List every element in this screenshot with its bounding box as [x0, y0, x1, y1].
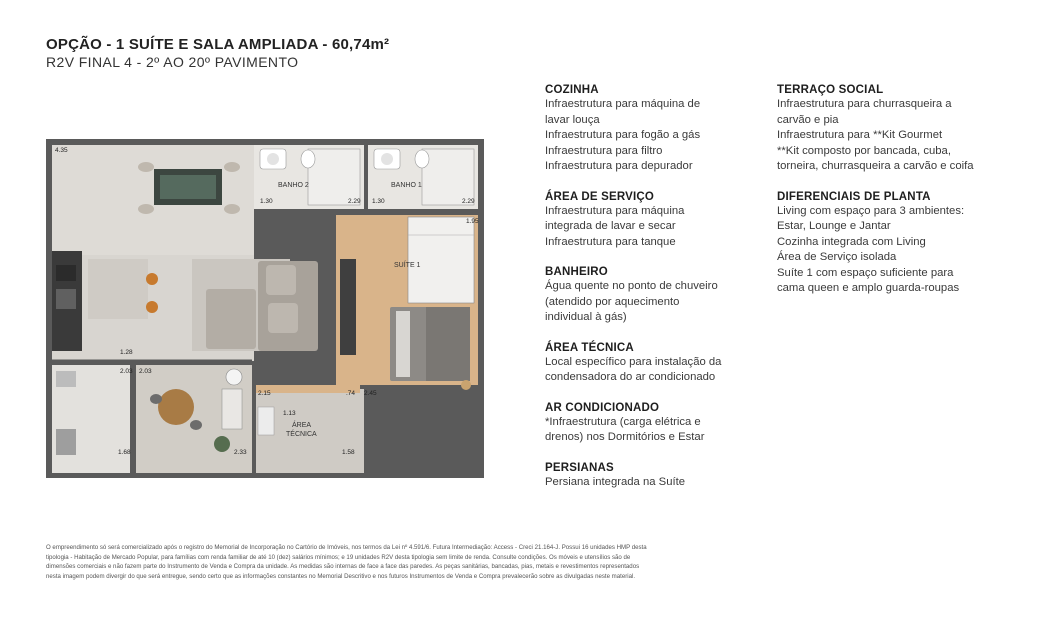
feature-line: Infraestrutura para tanque [545, 235, 676, 248]
feature-line: Área de Serviço isolada [777, 251, 897, 263]
dimension-label: 1.68 [118, 449, 131, 456]
feature-section-ar-condicionado [545, 402, 767, 446]
feature-line: Infraestrutura para **Kit Gourmet [777, 129, 943, 141]
feature-section-area-de-servico [545, 191, 767, 251]
features-column-2 [777, 84, 999, 313]
feature-line: lavar louça [545, 113, 600, 126]
feature-line: (atendido por aquecimento [545, 295, 680, 308]
dimension-label: .74 [346, 390, 356, 397]
feature-line: Infraestrutura para depurador [545, 160, 693, 172]
legal-disclaimer [46, 543, 806, 581]
feature-section-cozinha [545, 84, 767, 175]
page-title: OPÇÃO - 1 SUÍTE E SALA AMPLIADA - 60,74m² [46, 36, 390, 53]
feature-line: torneira, churrasqueira a carvão e coifa [777, 160, 974, 172]
feature-line: Persiana integrada na Suíte [545, 475, 686, 488]
dimension-label: 1.95 [466, 218, 479, 225]
section-heading: DIFERENCIAIS DE PLANTA [777, 190, 931, 203]
dimension-label: 2.29 [348, 198, 361, 205]
room-label-area-tecnica-1: ÁREA [292, 422, 312, 429]
section-heading: BANHEIRO [545, 266, 608, 278]
section-heading: ÁREA TÉCNICA [545, 341, 634, 354]
floor-plan-illustration [46, 139, 484, 478]
feature-section-persianas [545, 462, 767, 491]
feature-line: integrada de lavar e secar [545, 220, 676, 232]
feature-line: *Infraestrutura (carga elétrica e [545, 415, 701, 428]
dimension-label: 1.13 [283, 410, 296, 417]
room-label-area-tecnica-2: TÉCNICA [286, 431, 317, 438]
disclaimer-line: dimensões comerciais e não fazem parte do Instrumento de Venda e Compra da unidade. As medidas são internas de face a face das paredes. As peças sanitárias, bancadas, pias, metais e revestimentos representados [46, 563, 640, 571]
features-column-1 [545, 84, 767, 506]
feature-line: Infraestrutura para máquina de [545, 98, 701, 110]
section-heading: AR CONDICIONADO [545, 401, 660, 414]
disclaimer-line: O empreendimento só será comercializado após o registro do Memorial de Incorporação no Cartório de Imóveis, nos termos da Lei nº 4.591/6. Futura Intermediação: Access - Creci 21.164-J. Possui 16 unidades HMP desta [46, 544, 647, 551]
dimension-label: 1.28 [120, 349, 133, 356]
feature-line: cama queen e amplo guarda-roupas [777, 282, 960, 294]
section-heading: COZINHA [545, 84, 599, 96]
feature-line: Infraestrutura para fogão a gás [545, 129, 701, 141]
feature-line: Cozinha integrada com Living [777, 235, 926, 248]
feature-line: Infraestrutura para churrasqueira a [777, 98, 952, 110]
disclaimer-line: tipologia - Habitação de Mercado Popular, para famílias com renda familiar de até 10 (dez) salários mínimos; e 19 unidades R2V desta tipologia sem limite de renda. Consulte condições. Os móveis e utensílios são de [46, 553, 631, 561]
room-label-banho-1: BANHO 1 [391, 182, 422, 189]
feature-line: Living com espaço para 3 ambientes: [777, 204, 965, 217]
dimension-label: 1.30 [372, 198, 385, 205]
section-heading: ÁREA DE SERVIÇO [545, 190, 655, 203]
dimension-label: 2.03 [120, 368, 133, 375]
dimension-label: 1.58 [342, 449, 355, 456]
feature-line: Infraestrutura para filtro [545, 144, 663, 157]
feature-section-diferenciais-de-planta [777, 191, 999, 297]
feature-line: Local específico para instalação da [545, 355, 722, 368]
section-heading: PERSIANAS [545, 461, 614, 474]
feature-line: Infraestrutura para máquina [545, 204, 685, 217]
disclaimer-line: nesta imagem podem divergir do que será entregue, sendo certo que as informações constantes no Memorial Descritivo e nos futuros Instrumentos de Venda e Compra prevalecerão sobre as divulgadas neste material. [46, 572, 636, 580]
feature-line: **Kit composto por bancada, cuba, [777, 144, 951, 157]
feature-line: carvão e pia [777, 113, 839, 126]
dimension-label: 1.30 [260, 198, 273, 205]
feature-line: individual à gás) [545, 311, 627, 323]
room-label-banho-2: BANHO 2 [278, 182, 309, 189]
dimension-label: 4.35 [55, 147, 68, 154]
dimension-label: 2.15 [258, 390, 271, 397]
dimension-label: 2.03 [139, 368, 152, 375]
feature-line: drenos) nos Dormitórios e Estar [545, 431, 705, 443]
feature-line: Estar, Lounge e Jantar [777, 220, 891, 232]
dimension-label: 2.45 [364, 390, 377, 397]
feature-line: Água quente no ponto de chuveiro [545, 280, 718, 292]
dimension-label: 2.29 [462, 198, 475, 205]
feature-section-banheiro [545, 266, 767, 326]
feature-line: Suíte 1 com espaço suficiente para [777, 266, 954, 279]
section-heading: TERRAÇO SOCIAL [777, 84, 884, 96]
dimension-label: 2.33 [234, 449, 247, 456]
feature-section-area-tecnica [545, 342, 767, 386]
feature-line: condensadora do ar condicionado [545, 371, 716, 383]
room-label-suite-1: SUÍTE 1 [394, 262, 421, 269]
page-subtitle: R2V FINAL 4 - 2º AO 20º PAVIMENTO [46, 54, 299, 70]
feature-section-terraco-social [777, 84, 999, 175]
